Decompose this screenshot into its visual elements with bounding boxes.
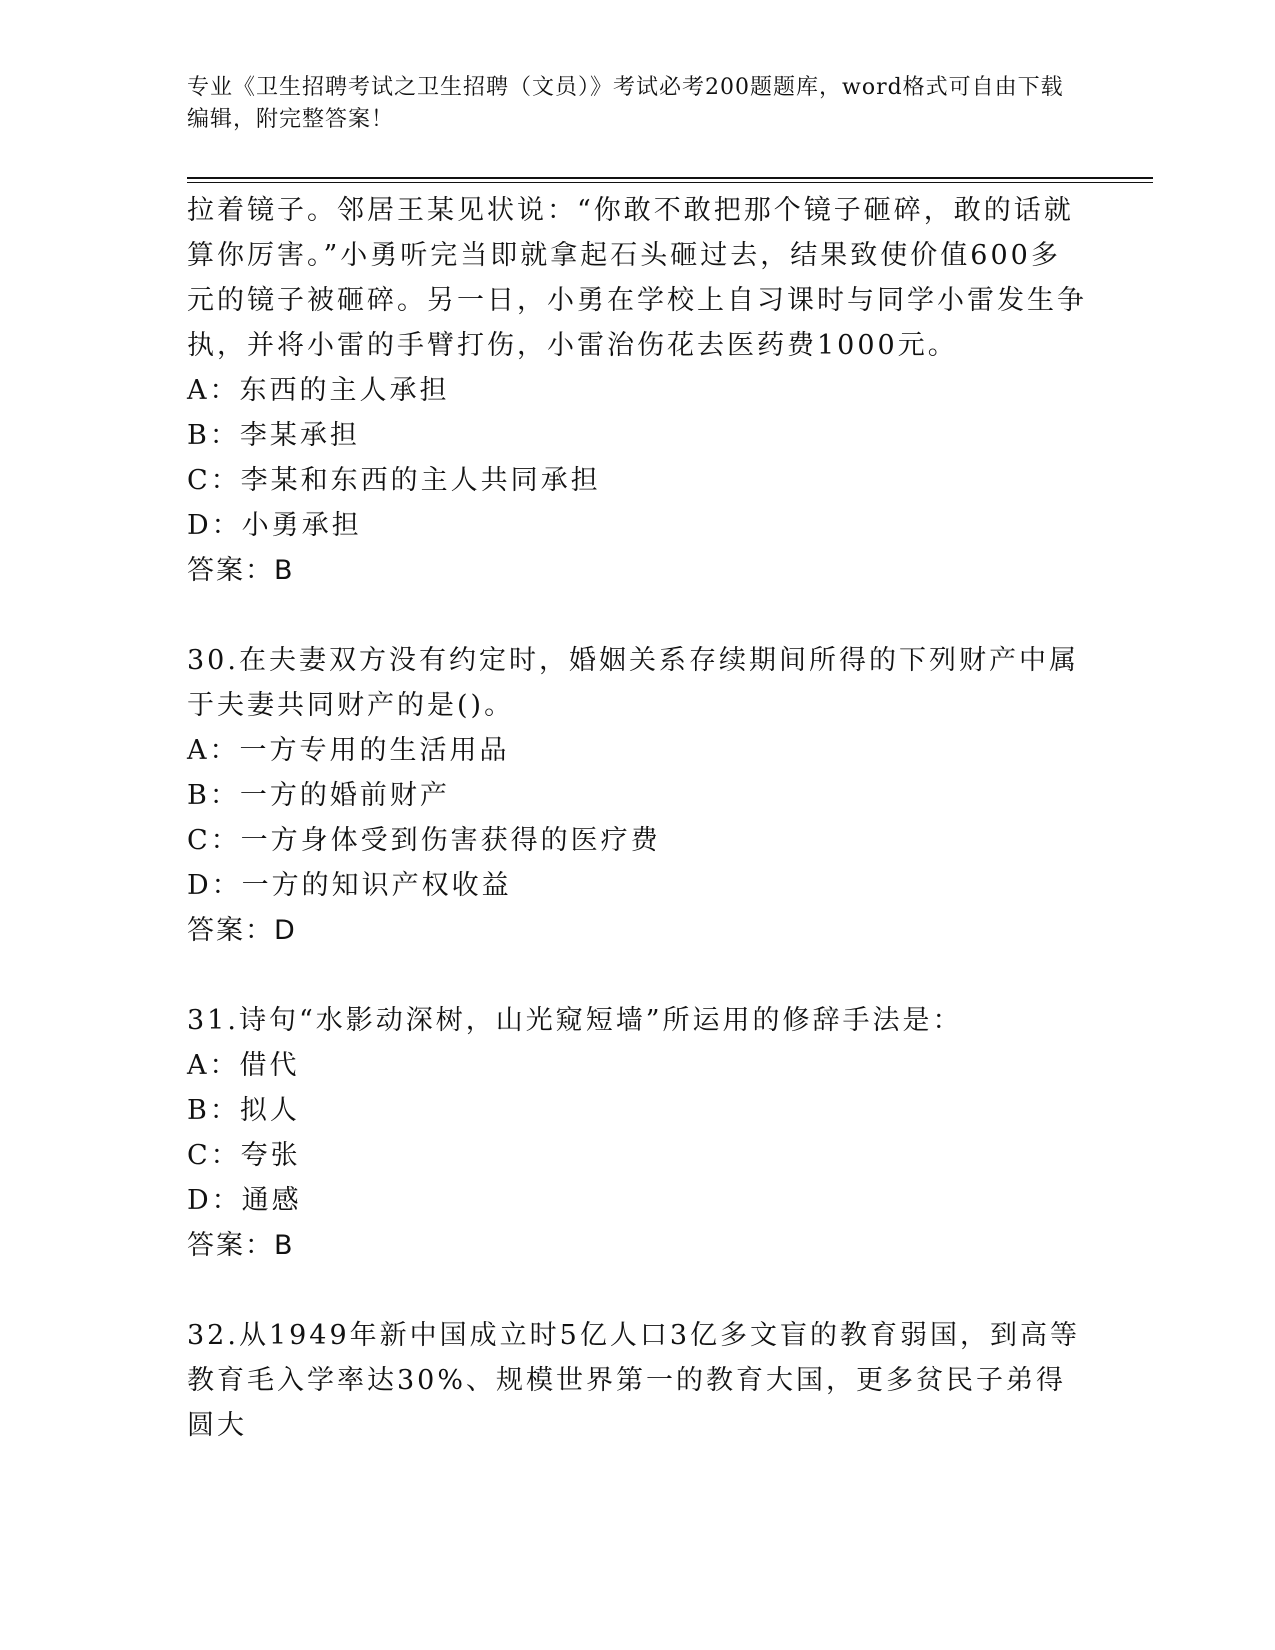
option-a: A：借代	[187, 1050, 300, 1081]
question-content	[187, 188, 1087, 1448]
option-c: C：夸张	[187, 1140, 301, 1171]
question-32	[187, 1313, 1087, 1448]
question-text: 31.诗句“水影动深树，山光窥短墙”所运用的修辞手法是：	[187, 1005, 963, 1036]
document-header: 专业《卫生招聘考试之卫生招聘（文员）》考试必考200题题库，word格式可自由下载编辑，附完整答案！	[187, 75, 1064, 132]
option-c: C：李某和东西的主人共同承担	[187, 465, 601, 496]
option-a: A：一方专用的生活用品	[187, 735, 510, 766]
option-c: C：一方身体受到伤害获得的医疗费	[187, 825, 661, 856]
header-divider-thin	[187, 182, 1153, 183]
question-31	[187, 998, 1087, 1268]
question-30	[187, 638, 1087, 953]
option-b: B：李某承担	[187, 420, 360, 451]
option-d: D：通感	[187, 1185, 302, 1216]
question-text: 拉着镜子。邻居王某见状说：“你敢不敢把那个镜子砸碎，敢的话就算你厉害。”小勇听完当即就拿起石头砸过去，结果致使价值600多元的镜子被砸碎。另一日，小勇在学校上自习课时与同学小雷发生争执，并将小雷的手臂打伤，小雷治伤花去医药费1000元。	[187, 195, 1087, 361]
answer: 答案：B	[187, 1230, 295, 1261]
question-text: 32.从1949年新中国成立时5亿人口3亿多文盲的教育弱国，到高等教育毛入学率达30%、规模世界第一的教育大国，更多贫民子弟得圆大	[187, 1320, 1081, 1441]
option-b: B：拟人	[187, 1095, 300, 1126]
option-d: D：一方的知识产权收益	[187, 870, 512, 901]
answer: 答案：D	[187, 915, 297, 946]
option-d: D：小勇承担	[187, 510, 362, 541]
answer: 答案：B	[187, 555, 295, 586]
option-b: B：一方的婚前财产	[187, 780, 450, 811]
option-a: A：东西的主人承担	[187, 375, 450, 406]
question-text: 30.在夫妻双方没有约定时，婚姻关系存续期间所得的下列财产中属于夫妻共同财产的是()。	[187, 645, 1079, 721]
question-29-fragment	[187, 188, 1087, 593]
header-divider-thick	[187, 177, 1153, 179]
